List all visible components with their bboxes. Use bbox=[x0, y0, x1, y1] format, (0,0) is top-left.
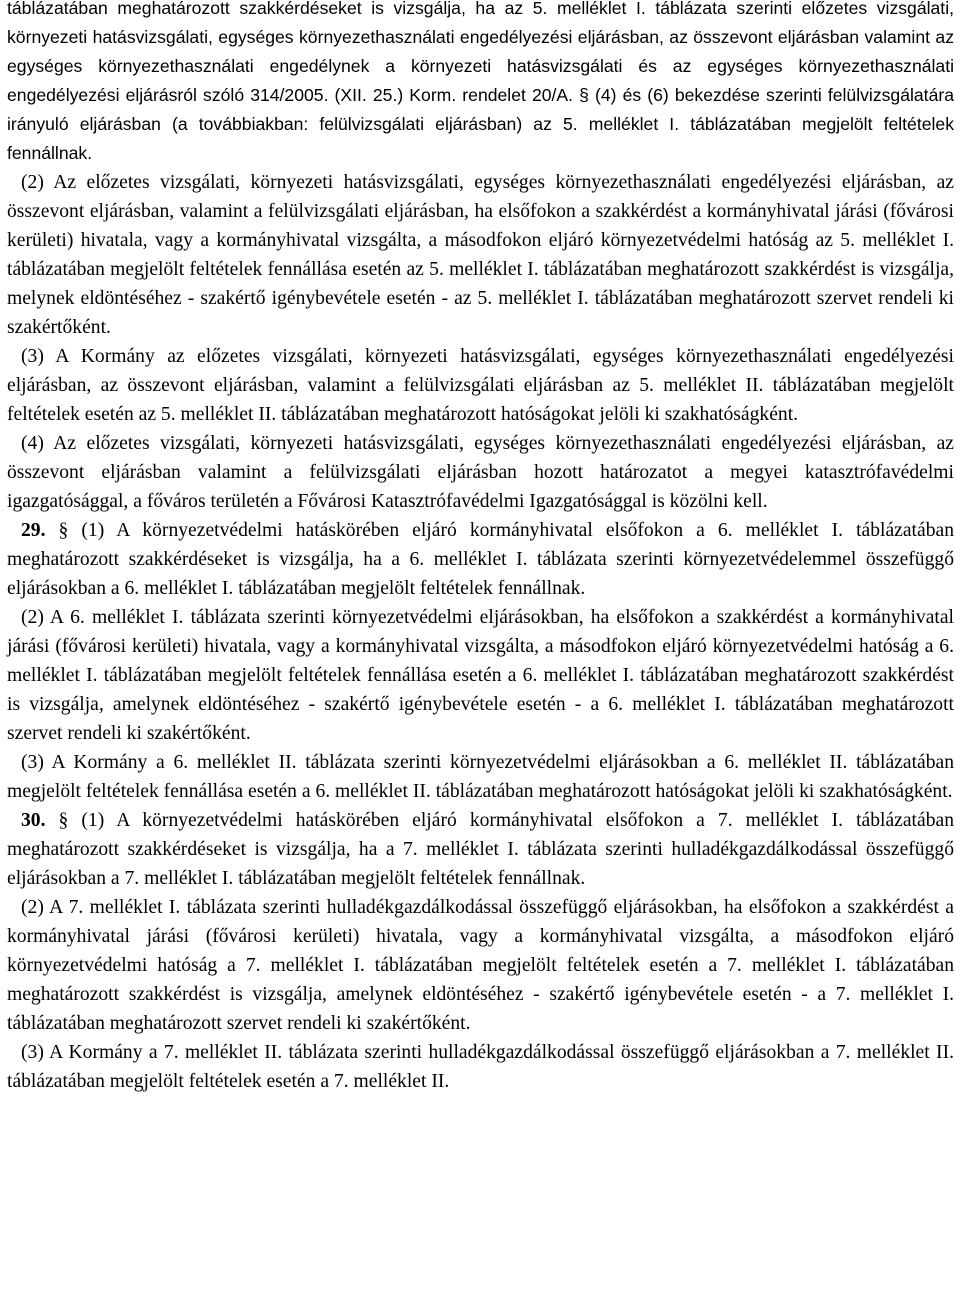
paragraph bbox=[7, 603, 954, 748]
paragraph-text: (2) A 6. melléklet I. táblázata szerinti környezetvédelmi eljárásokban, ha elsőfokon a szakkérdést a kormányhivatal járási (fővárosi kerületi) hivatala, vagy a kormányhivatal vizsgálta, a másodfokon eljáró környezetvédelmi hatóság a 6. melléklet I. táblázatában megjelölt feltételek fennállása esetén a 6. melléklet I. táblázatában meghatározott szakkérdést is vizsgálja, amelynek eldöntéséhez - szakértő igénybevétele esetén - a 6. melléklet I. táblázatában meghatározott szervet rendeli ki szakértőként. bbox=[7, 607, 954, 744]
paragraph bbox=[7, 893, 954, 1038]
paragraph bbox=[7, 806, 954, 893]
section-number: 30. bbox=[21, 810, 46, 831]
paragraph-text: (4) Az előzetes vizsgálati, környezeti hatásvizsgálati, egységes környezethasználati engedélyezési eljárásban, az összevont eljárásban valamint a felülvizsgálati eljárásban hozott határozatot a megyei katasztrófavédelmi igazgatósággal, a főváros területén a Fővárosi Katasztrófavédelmi Igazgatósággal is közölni kell. bbox=[7, 433, 954, 512]
paragraph-text: (3) A Kormány a 7. melléklet II. táblázata szerinti hulladékgazdálkodással összefüggő eljárásokban a 7. melléklet II. táblázatában megjelölt feltételek esetén a 7. melléklet II. bbox=[7, 1042, 954, 1092]
paragraph bbox=[7, 0, 954, 168]
paragraph-text: (3) A Kormány az előzetes vizsgálati, környezeti hatásvizsgálati, egységes környezethasználati engedélyezési eljárásban, az összevont eljárásban, valamint a felülvizsgálati eljárásban az 5. melléklet II. táblázatában megjelölt feltételek esetén az 5. melléklet II. táblázatában meghatározott hatóságokat jelöli ki szakhatóságként. bbox=[7, 346, 954, 425]
paragraph bbox=[7, 1038, 954, 1096]
paragraph-text: § (1) A környezetvédelmi hatáskörében eljáró kormányhivatal elsőfokon a 7. melléklet I. táblázatában meghatározott szakkérdéseket is vizsgálja, ha a 7. melléklet I. táblázata szerinti hulladékgazdálkodással összefüggő eljárásokban a 7. melléklet I. táblázatában megjelölt feltételek fennállnak. bbox=[7, 810, 954, 889]
paragraph-text: (2) Az előzetes vizsgálati, környezeti hatásvizsgálati, egységes környezethasználati engedélyezési eljárásban, az összevont eljárásban, valamint a felülvizsgálati eljárásban, ha elsőfokon a szakkérdést a kormányhivatal járási (fővárosi kerületi) hivatala, vagy a kormányhivatal vizsgálta, a másodfokon eljáró környezetvédelmi hatóság az 5. melléklet I. táblázatában megjelölt feltételek fennállása esetén az 5. melléklet I. táblázatában meghatározott szakkérdést is vizsgálja, melynek eldöntéséhez - szakértő igénybevétele esetén - az 5. melléklet I. táblázatában meghatározott szervet rendeli ki szakértőként. bbox=[7, 172, 954, 338]
paragraph bbox=[7, 342, 954, 429]
paragraph bbox=[7, 429, 954, 516]
paragraph bbox=[7, 168, 954, 342]
paragraph bbox=[7, 748, 954, 806]
document-body bbox=[7, 0, 954, 1096]
paragraph-text: (3) A Kormány a 6. melléklet II. táblázata szerinti környezetvédelmi eljárásokban a 6. melléklet II. táblázatában megjelölt feltételek fennállása esetén a 6. melléklet II. táblázatában meghatározott hatóságokat jelöli ki szakhatóságként. bbox=[7, 752, 954, 802]
paragraph-text: táblázatában meghatározott szakkérdéseket is vizsgálja, ha az 5. melléklet I. táblázata szerinti előzetes vizsgálati, környezeti hatásvizsgálati, egységes környezethasználati engedélyezési eljárásban, az összevont eljárásban valamint az egységes környezethasználati engedélynek a környezeti hatásvizsgálati és az egységes környezethasználati engedélyezési eljárásról szóló 314/2005. (XII. 25.) Korm. rendelet 20/A. § (4) és (6) bekezdése szerinti felülvizsgálatára irányuló eljárásban (a továbbiakban: felülvizsgálati eljárásban) az 5. melléklet I. táblázatában megjelölt feltételek fennállnak. bbox=[7, 0, 954, 163]
paragraph-text: § (1) A környezetvédelmi hatáskörében eljáró kormányhivatal elsőfokon a 6. melléklet I. táblázatában meghatározott szakkérdéseket is vizsgálja, ha a 6. melléklet I. táblázata szerinti környezetvédelemmel összefüggő eljárásokban a 6. melléklet I. táblázatában megjelölt feltételek fennállnak. bbox=[7, 520, 954, 599]
section-number: 29. bbox=[21, 520, 46, 541]
paragraph-text: (2) A 7. melléklet I. táblázata szerinti hulladékgazdálkodással összefüggő eljárásokban, ha elsőfokon a szakkérdést a kormányhivatal járási (fővárosi kerületi) hivatala, vagy a kormányhivatal vizsgálta, a másodfokon eljáró környezetvédelmi hatóság a 7. melléklet I. táblázatában megjelölt feltételek esetén a 7. melléklet I. táblázatában meghatározott szakkérdést is vizsgálja, amelynek eldöntéséhez - szakértő igénybevétele esetén - a 7. melléklet I. táblázatában meghatározott szervet rendeli ki szakértőként. bbox=[7, 897, 954, 1034]
paragraph bbox=[7, 516, 954, 603]
